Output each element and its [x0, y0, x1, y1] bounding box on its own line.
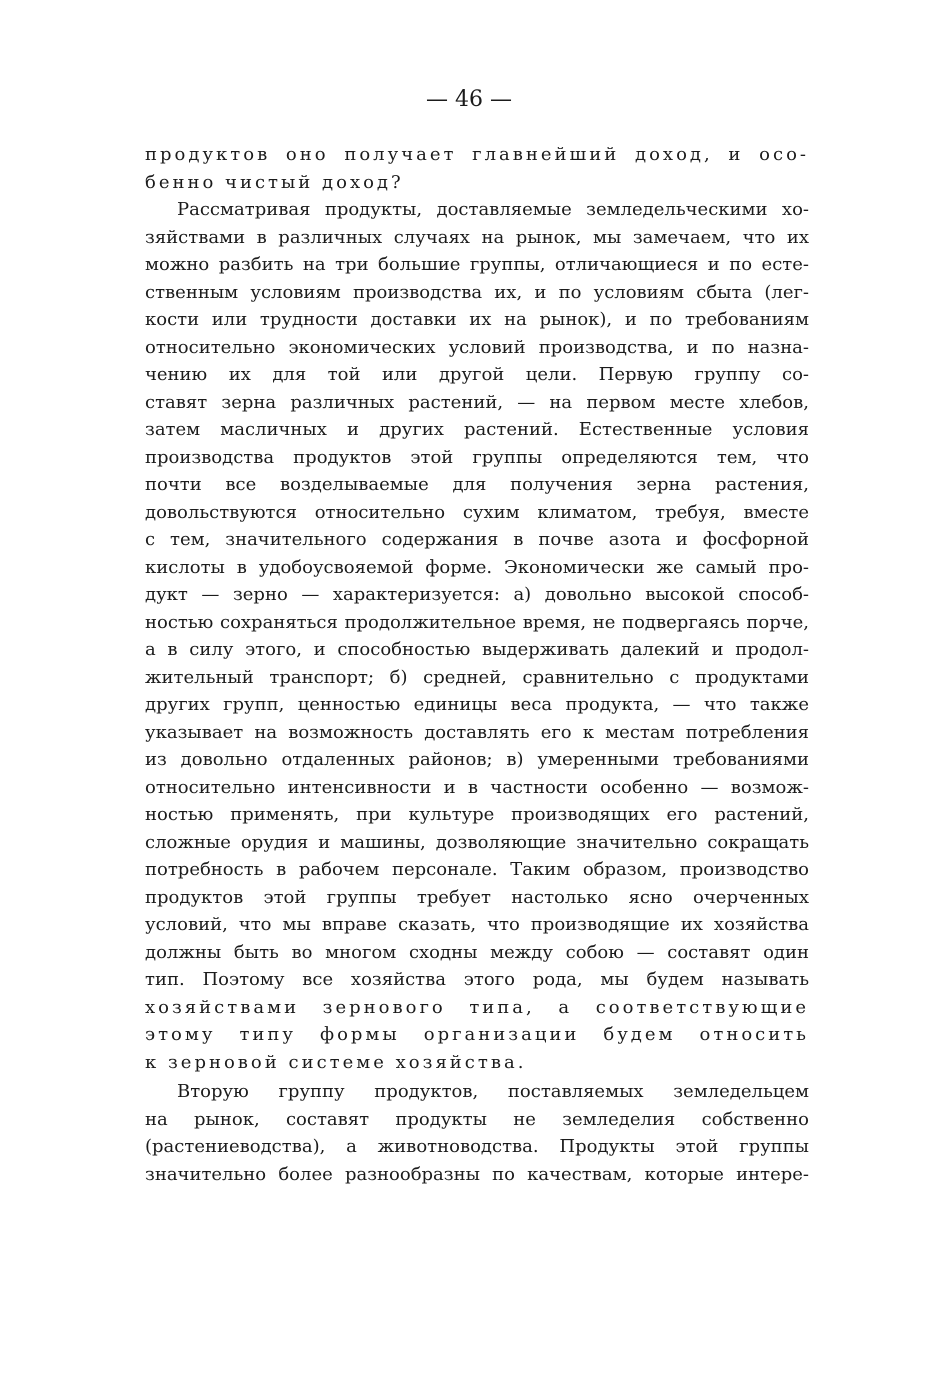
- text-line: этому типу формы организации будем относить: [145, 1024, 809, 1045]
- text-line: ностью применять, при культуре производящих его растений,: [145, 804, 809, 825]
- text-line: чению их для той или другой цели. Первую группу со-: [145, 364, 809, 385]
- text-line: значительно более разнообразны по качествам, которые интере-: [145, 1163, 809, 1185]
- text-line: продуктов оно получает главнейший доход, и осо-: [145, 144, 809, 165]
- text-line: (растениеводства), а животноводства. Продукты этой группы: [145, 1136, 809, 1157]
- text-line: Рассматривая продукты, доставляемые земледельческими хо-: [177, 199, 809, 220]
- text-line: можно разбить на три большие группы, отличающиеся и по есте-: [145, 254, 809, 275]
- text-line: почти все возделываемые для получения зерна растения,: [145, 474, 809, 495]
- text-line: указывает на возможность доставлять его к местам потребления: [145, 721, 809, 743]
- text-line: ственным условиям производства их, и по условиям сбыта (лег-: [145, 281, 809, 303]
- page-number: — 46 —: [426, 87, 512, 112]
- text-line: зяйствами в различных случаях на рынок, мы замечаем, что их: [145, 226, 809, 248]
- text-line: относительно интенсивности и в частности особенно — возмож-: [145, 776, 809, 798]
- text-line: жительный транспорт; б) средней, сравнительно с продуктами: [145, 666, 809, 688]
- text-line: потребность в рабочем персонале. Таким образом, производство: [145, 859, 809, 880]
- text-line: Вторую группу продуктов, поставляемых земледельцем: [177, 1081, 809, 1102]
- text-line: условий, что мы вправе сказать, что производящие их хозяйства: [145, 914, 809, 935]
- text-line: относительно экономических условий производства, и по назна-: [145, 336, 809, 358]
- text-line: кислоты в удобоусвояемой форме. Экономически же самый про-: [145, 556, 809, 578]
- text-line: бенно чистый доход?: [145, 171, 404, 193]
- text-line: сложные орудия и машины, дозволяющие значительно сокращать: [145, 831, 809, 853]
- text-block-lower: [145, 1078, 809, 1188]
- text-line: тип. Поэтому все хозяйства этого рода, мы будем называть: [145, 969, 809, 990]
- text-block-upper: [145, 141, 809, 1076]
- text-line: затем масличных и других растений. Естественные условия: [145, 419, 809, 440]
- text-line: довольствуются относительно сухим климатом, требуя, вместе: [145, 501, 809, 523]
- text-line: на рынок, составят продукты не земледелия собственно: [145, 1108, 809, 1130]
- text-line: производства продуктов этой группы определяются тем, что: [145, 446, 809, 468]
- text-line: других групп, ценностью единицы веса продукта, — что также: [145, 694, 809, 715]
- text-line: должны быть во многом сходны между собою — составят один: [145, 941, 809, 963]
- text-line: а в силу этого, и способностью выдерживать далекий и продол-: [145, 639, 809, 660]
- text-line: продуктов этой группы требует настолько ясно очерченных: [145, 886, 809, 908]
- text-line: дукт — зерно — характеризуется: а) довольно высокой способ-: [145, 584, 809, 605]
- text-line: из довольно отдаленных районов; в) умеренными требованиями: [145, 749, 809, 770]
- text-line: ставят зерна различных растений, — на первом месте хлебов,: [145, 391, 809, 413]
- text-line: ностью сохраняться продолжительное время, не подвергаясь порче,: [145, 611, 809, 633]
- text-line: кости или трудности доставки их на рынок), и по требованиям: [145, 309, 809, 330]
- text-line: к зерновой системе хозяйства.: [145, 1051, 527, 1073]
- text-line: с тем, значительного содержания в почве азота и фосфорной: [145, 529, 809, 550]
- text-line: хозяйствами зернового типа, а соответствующие: [145, 996, 809, 1018]
